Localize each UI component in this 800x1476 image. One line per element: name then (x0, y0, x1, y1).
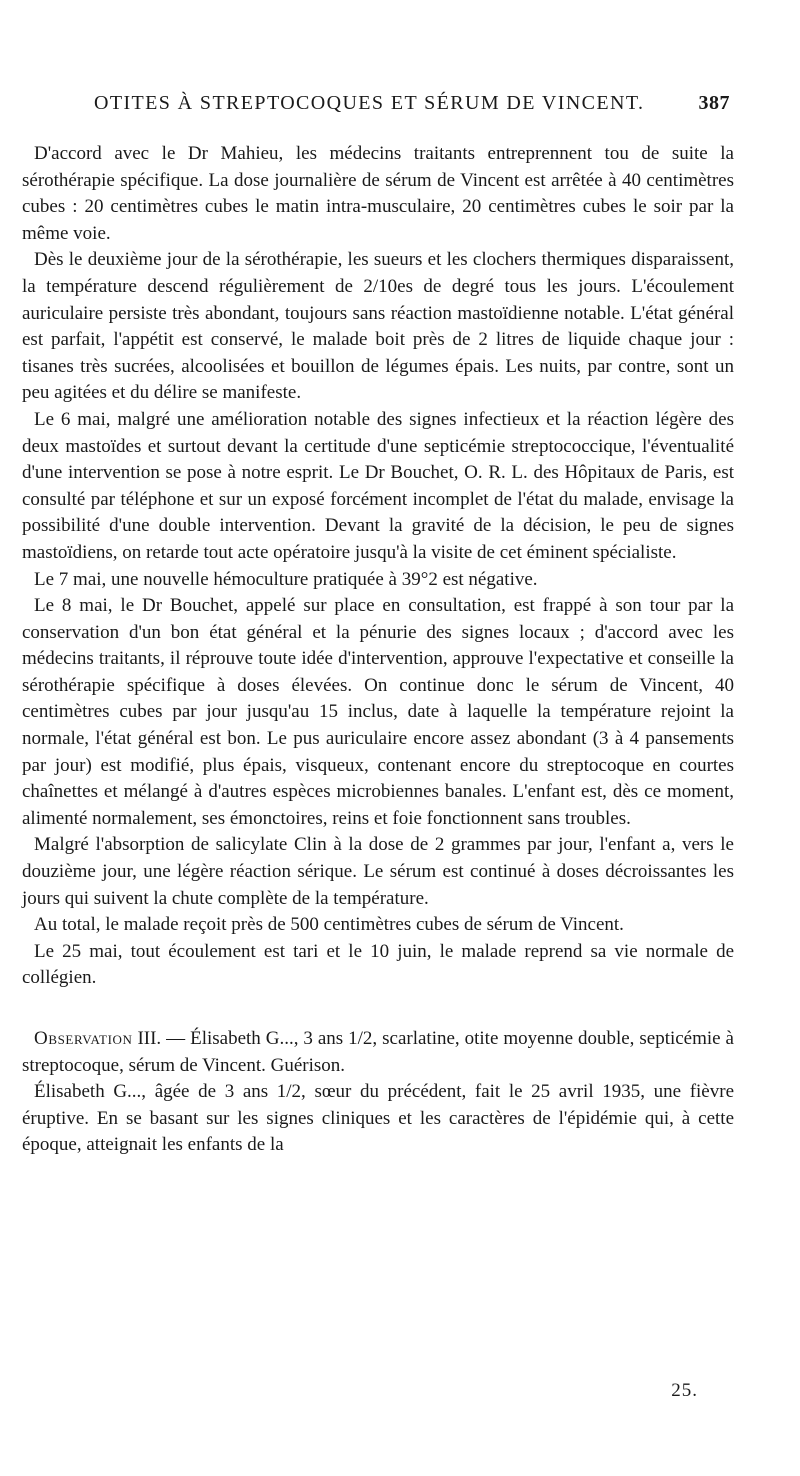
observation-text: III. — Élisabeth G..., 3 ans 1/2, scarlatine, otite moyenne double, septicémie à streptocoque, sérum de Vincent. Guérison. (22, 1028, 734, 1076)
paragraph-salicylate: Malgré l'absorption de salicylate Clin à la dose de 2 grammes par jour, l'enfant a, vers le douzième jour, une légère réaction sérique. Le sérum est continué à doses décroissantes les jours qui suivent la chute complète de la température. (22, 834, 734, 909)
paragraph-8-may: Le 8 mai, le Dr Bouchet, appelé sur place en consultation, est frappé à son tour par la conservation d'un bon état général et la pénurie des signes locaux ; d'accord avec les médecins traitants, il réprouve toute idée d'intervention, approuve l'expectative et conseille la sérothérapie spécifique à doses élevées. On continue donc le sérum de Vincent, 40 centimètres cubes par jour jusqu'au 15 inclus, date à laquelle la température rejoint la normale, l'état général est bon. Le pus auriculaire encore assez abondant (3 à 4 pansements par jour) est modifié, plus épais, visqueux, contenant encore du streptocoque en courtes chaînettes et mélangé à d'autres espèces microbiennes banales. L'enfant est, dès ce moment, alimenté normalement, ses émonctoires, reins et foie fonctionnent sans troubles. (22, 595, 734, 829)
paragraph-second-day: Dès le deuxième jour de la sérothérapie, les sueurs et les clochers thermiques disparaissent, la température descend régulièrement de 2/10es de degré tous les jours. L'écoulement auriculaire persiste très abondant, toujours sans réaction mastoïdienne notable. L'état général est parfait, l'appétit est conservé, le malade boit près de 2 litres de liquide chaque jour : tisanes très sucrées, alcoolisées et bouillon de légumes épais. Les nuits, par contre, sont un peu agitées et du délire se manifeste. (22, 249, 734, 404)
paragraph-total: Au total, le malade reçoit près de 500 centimètres cubes de sérum de Vincent. (34, 914, 624, 936)
paragraph-serotherapy-start: D'accord avec le Dr Mahieu, les médecins traitants entreprennent tou de suite la sérothérapie spécifique. La dose journalière de sérum de Vincent est arrêtée à 40 centimètres cubes : 20 centimètres cubes le matin intra-musculaire, 20 centimètres cubes le soir par la même voie. (22, 143, 734, 244)
book-page (22, 0, 734, 1476)
observation-label: Observation (34, 1028, 133, 1049)
paragraph-7-may: Le 7 mai, une nouvelle hémoculture pratiquée à 39°2 est négative. (34, 568, 538, 590)
paragraph-25-may: Le 25 mai, tout écoulement est tari et le 10 juin, le malade reprend sa vie normale de collégien. (22, 940, 734, 989)
paragraph-6-may: Le 6 mai, malgré une amélioration notable des signes infectieux et la réaction légère des deux mastoïdes et surtout devant la certitude d'une septicémie streptococcique, l'éventualité d'une intervention se pose à notre esprit. Le Dr Bouchet, O. R. L. des Hôpitaux de Paris, est consulté par téléphone et sur un exposé forcément incomplet de l'état du malade, envisage la possibilité d'une double intervention. Devant la gravité de la décision, le peu de signes mastoïdiens, on retarde tout acte opératoire jusqu'à la visite de cet éminent spécialiste. (22, 408, 734, 563)
observation-heading (22, 1026, 734, 1079)
signature-mark: 25. (671, 1380, 698, 1401)
body-text (22, 141, 734, 1159)
paragraph-elisabeth: Élisabeth G..., âgée de 3 ans 1/2, sœur du précédent, fait le 25 avril 1935, une fièvre éruptive. En se basant sur les signes cliniques et les caractères de l'épidémie qui, à cette époque, atteignait les enfants de la (22, 1081, 734, 1156)
running-head (94, 92, 730, 122)
running-title: OTITES À STREPTOCOQUES ET SÉRUM DE VINCENT. (94, 92, 645, 114)
page-number: 387 (698, 92, 730, 114)
